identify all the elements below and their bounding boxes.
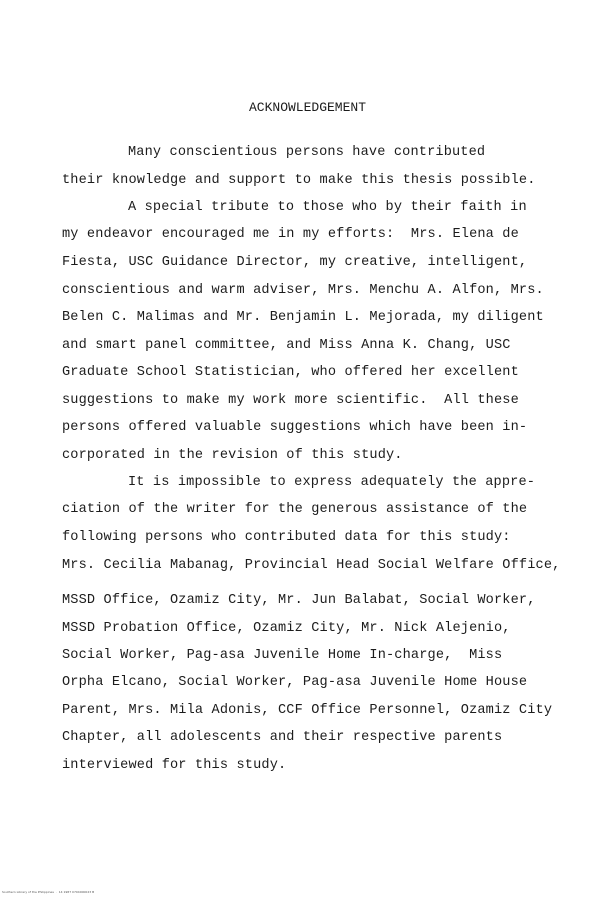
paragraph-line: interviewed for this study. — [62, 758, 287, 773]
paragraph-line: MSSD Probation Office, Ozamiz City, Mr. Nick Alejenio, — [62, 621, 511, 636]
paragraph-line: their knowledge and support to make this thesis possible. — [62, 173, 536, 188]
paragraph-line: Orpha Elcano, Social Worker, Pag-asa Juvenile Home House — [62, 675, 528, 690]
paragraph-line: persons offered valuable suggestions which have been in- — [62, 420, 528, 435]
paragraph-line: and smart panel committee, and Miss Anna K. Chang, USC — [62, 338, 511, 353]
paragraph-line: Mrs. Cecilia Mabanag, Provincial Head Social Welfare Office, — [62, 558, 561, 573]
paragraph-line: following persons who contributed data for this study: — [62, 530, 511, 545]
paragraph-line: suggestions to make my work more scientific. All these — [62, 393, 519, 408]
paragraph-line: Graduate School Statistician, who offered her excellent — [62, 365, 519, 380]
paragraph-line: A special tribute to those who by their faith in — [128, 200, 527, 215]
paragraph-line: MSSD Office, Ozamiz City, Mr. Jun Balabat, Social Worker, — [62, 593, 536, 608]
paragraph-line: conscientious and warm adviser, Mrs. Menchu A. Alfon, Mrs. — [62, 283, 544, 298]
paragraph-line: my endeavor encouraged me in my efforts: Mrs. Elena de — [62, 227, 519, 242]
paragraph-line: Many conscientious persons have contributed — [128, 145, 486, 160]
paragraph-line: corporated in the revision of this study. — [62, 448, 403, 463]
paragraph-line: Fiesta, USC Guidance Director, my creative, intelligent, — [62, 255, 528, 270]
paragraph-line: Belen C. Malimas and Mr. Benjamin L. Mejorada, my diligent — [62, 310, 544, 325]
paragraph-line: ciation of the writer for the generous assistance of the — [62, 502, 528, 517]
paragraph-line: It is impossible to express adequately the appre- — [128, 475, 536, 490]
paragraph-line: Parent, Mrs. Mila Adonis, CCF Office Personnel, Ozamiz City — [62, 703, 553, 718]
paragraph-line: Chapter, all adolescents and their respective parents — [62, 730, 503, 745]
library-stamp: Southern Library of the Philippines · 14 1987 0704000023 B — [2, 890, 95, 894]
paragraph-line: Social Worker, Pag-asa Juvenile Home In-charge, Miss — [62, 648, 503, 663]
page-title: ACKNOWLEDGEMENT — [248, 100, 367, 115]
